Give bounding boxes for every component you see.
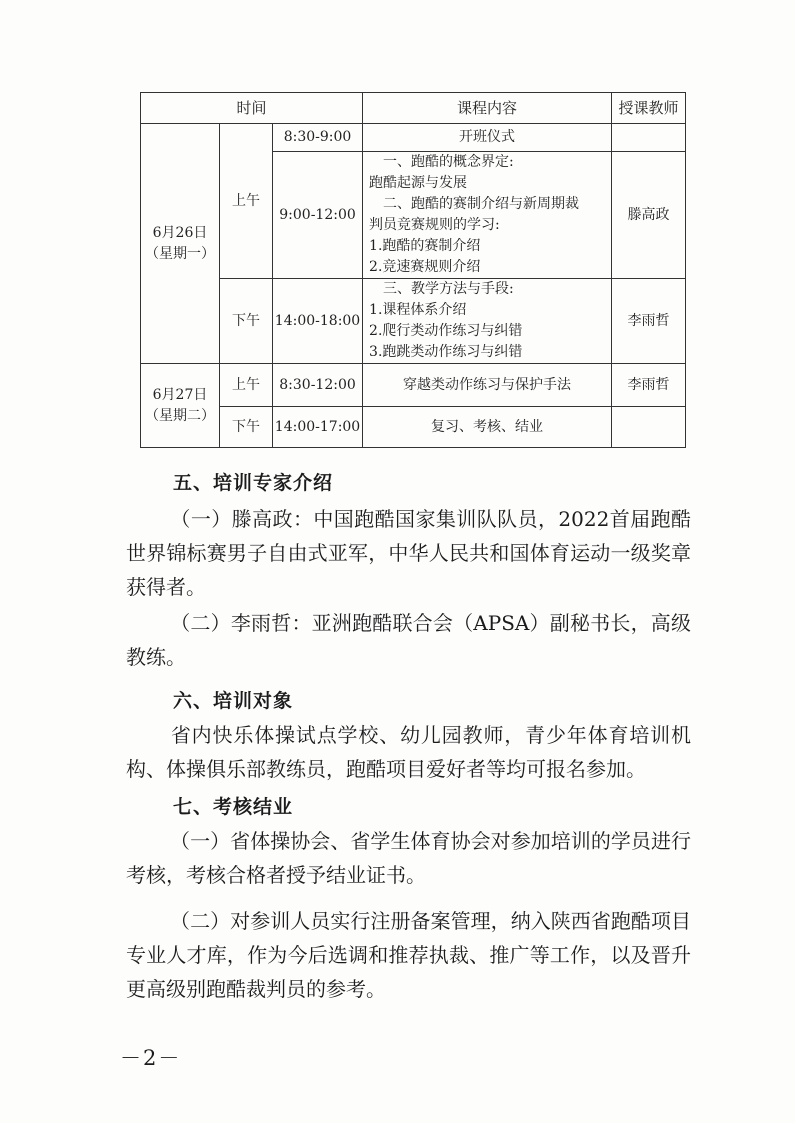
section6-title: 六、培训对象 [173,690,294,712]
day2-s2-teacher [612,407,686,448]
table-row [141,364,686,407]
table-row [141,124,686,152]
paragraph-text: 省内快乐体操试点学校、幼儿园教师，青少年体育培训机构、体操俱乐部教练员，跑酷项目爱好者等均可报名参加。 [126,723,691,781]
content-line: 三、教学方法与手段: [383,281,514,297]
day1-date: 6月26日 [152,224,208,241]
day1-s1-teacher [612,124,686,152]
section5-paragraph-2 [126,606,691,674]
table-row [141,407,686,448]
content-line: 1.课程体系介绍 [369,302,467,318]
day2-s1-time: 8:30-12:00 [273,364,363,407]
day2-s1-teacher: 李雨哲 [612,364,686,407]
section5-title: 五、培训专家介绍 [173,472,334,494]
day1-date-cell [141,124,220,364]
section7-title: 七、考核结业 [173,796,294,818]
content-line: 1.跑酷的赛制介绍 [369,238,481,254]
paragraph-text: （一）省体操协会、省学生体育协会对参加培训的学员进行考核，考核合格者授予结业证书。 [126,829,691,887]
day1-am-label: 上午 [220,124,273,279]
paragraph-text: （一）滕高政：中国跑酷国家集训队队员，2022首届跑酷世界锦标赛男子自由式亚军，中华人民共和国体育运动一级奖章获得者。 [126,507,691,599]
day1-s2-time: 9:00-12:00 [273,152,363,279]
content-line: 二、跑酷的赛制介绍与新周期裁 [383,196,580,212]
page-number: －2－ [120,1046,182,1070]
content-line: 跑酷起源与发展 [369,175,468,191]
paragraph-text: （二）李雨哲：亚洲跑酷联合会（APSA）副秘书长，高级教练。 [126,611,691,669]
section7-paragraph-1 [126,824,691,892]
content-line: 3.跑跳类动作练习与纠错 [369,344,523,360]
day2-s2-time: 14:00-17:00 [273,407,363,448]
day2-pm-label: 下午 [220,407,273,448]
content-line: 判员竞赛规则的学习: [369,217,500,233]
day1-weekday: （星期一） [145,245,215,262]
content-line: 一、跑酷的概念界定: [383,154,514,170]
day1-s3-content [363,279,612,364]
header-content: 课程内容 [363,93,612,124]
day1-s1-content: 开班仪式 [363,124,612,152]
day2-s1-content: 穿越类动作练习与保护手法 [363,364,612,407]
header-time: 时间 [141,93,363,124]
paragraph-text: （二）对参训人员实行注册备案管理，纳入陕西省跑酷项目专业人才库，作为今后选调和推荐执裁、推广等工作，以及晋升更高级别跑酷裁判员的参考。 [126,909,691,1001]
day2-weekday: （星期二） [145,407,215,424]
day1-s3-teacher: 李雨哲 [612,279,686,364]
section7-paragraph-2 [126,904,691,1006]
day2-date: 6月27日 [152,386,208,403]
day2-am-label: 上午 [220,364,273,407]
day1-s3-time: 14:00-18:00 [273,279,363,364]
header-teacher: 授课教师 [612,93,686,124]
day2-date-cell [141,364,220,448]
table-row [141,279,686,364]
content-line: 2.爬行类动作练习与纠错 [369,323,523,339]
day1-s1-time: 8:30-9:00 [273,124,363,152]
section6-paragraph-1 [126,718,691,786]
schedule-table [140,92,686,448]
day1-s2-teacher: 滕高政 [612,152,686,279]
day1-pm-label: 下午 [220,279,273,364]
day2-s2-content: 复习、考核、结业 [363,407,612,448]
table-header-row [141,93,686,124]
content-line: 2.竞速赛规则介绍 [369,259,481,275]
day1-s2-content [363,152,612,279]
section5-paragraph-1 [126,502,691,604]
